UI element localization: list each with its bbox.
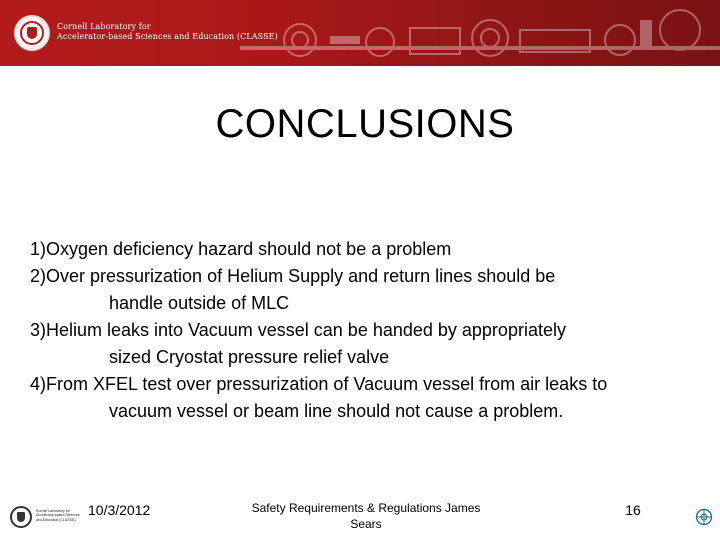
footer-org-line-3: and Education (CLASSE) [36,517,76,522]
list-item [30,317,710,371]
footer-org-line-2: Accelerator-based Sciences [36,513,80,518]
org-name [57,22,278,42]
list-item-text: 2)Over pressurization of Helium Supply and return lines should be [30,266,556,286]
header-banner [0,0,720,66]
conclusions-list [30,236,710,425]
page-number: 16 [625,502,641,518]
list-item [30,236,710,263]
list-item [30,371,710,425]
footer-presentation-title [246,500,486,532]
org-name-line-1: Cornell Laboratory for [57,22,151,31]
accelerator-machinery-image [240,0,720,66]
footer-org-line-1: Cornell Laboratory for [36,509,70,513]
lab-logo-icon [695,508,713,526]
list-item-text: 1)Oxygen deficiency hazard should not be a problem [30,239,452,259]
org-name-line-2: Accelerator-based Sciences and Education (CLASSE) [57,32,278,41]
footer-org-name [36,509,84,522]
list-item-continuation: sized Cryostat pressure relief valve [109,347,390,367]
list-item-continuation: vacuum vessel or beam line should not cause a problem. [109,401,564,421]
footer-seal-icon [10,506,32,528]
cornell-seal-icon [14,15,50,51]
slide-title: CONCLUSIONS [215,102,515,146]
list-item-text: 3)Helium leaks into Vacuum vessel can be handed by appropriately [30,320,566,340]
list-item [30,263,710,317]
footer-title-line-1: Safety Requirements & Regulations James [251,501,481,515]
footer-date: 10/3/2012 [88,502,151,518]
list-item-text: 4)From XFEL test over pressurization of Vacuum vessel from air leaks to [30,374,608,394]
list-item-continuation: handle outside of MLC [109,293,290,313]
footer-title-line-2: Sears [350,517,382,531]
